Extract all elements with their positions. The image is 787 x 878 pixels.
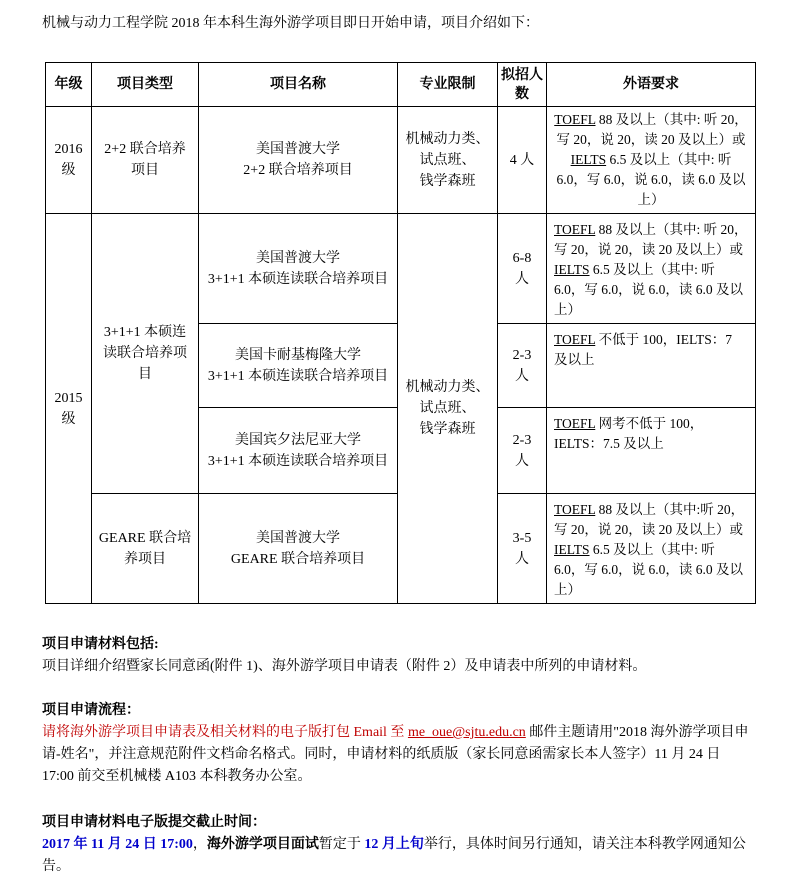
cell-line: 2-3 xyxy=(512,347,532,363)
text-segment: 12 月上旬 xyxy=(364,837,424,852)
language-requirement-cell xyxy=(547,324,756,408)
cell-line: 级 xyxy=(61,411,76,427)
cell-line: 人 xyxy=(515,551,529,567)
programs-table xyxy=(45,62,756,604)
major-restriction-cell xyxy=(398,214,498,604)
materials-body: 项目详细介绍暨家长同意函(附件 1)、海外游学项目申请表（附件 2）及申请表中所列的申请材料。 xyxy=(42,659,647,674)
col-header-major-restriction: 专业限制 xyxy=(398,63,498,107)
table-row-2015-purdue-3plus1plus1 xyxy=(46,214,756,324)
col-header-grade: 年级 xyxy=(46,63,92,107)
text-segment: TOEFL xyxy=(554,502,596,517)
text-segment: 暂定于 xyxy=(318,837,365,852)
program-name-cell xyxy=(199,214,398,324)
col-header-program-type: 项目类型 xyxy=(92,63,199,107)
intro-text: 机械与动力工程学院 2018 年本科生海外游学项目即日开始申请，项目介绍如下： xyxy=(42,16,539,31)
grade-cell xyxy=(46,107,92,214)
cell-line: GEARE 联合培养项目 xyxy=(230,551,366,567)
program-name-cell xyxy=(199,324,398,408)
quota-cell xyxy=(498,494,547,604)
cell-line: 2+2 联合培养 xyxy=(104,142,186,157)
cell-line: 人 xyxy=(515,453,529,469)
program-type-cell xyxy=(92,494,199,604)
program-name-cell xyxy=(199,107,398,214)
deadline-body xyxy=(42,834,755,878)
cell-line: 6-8 xyxy=(512,250,532,266)
text-segment: 88 及以上（其中:听 20，写 20，说 20，读 20 及以上）或 xyxy=(554,502,745,537)
text-segment: 2017 年 11 月 24 日 17:00 xyxy=(42,837,193,852)
text-segment: 6.5 及以上（其中: 听 6.0，写 6.0，说 6.0，读 6.0 及以上） xyxy=(556,152,746,207)
cell-line: 机械动力类、 xyxy=(405,380,490,395)
text-segment: 6.5 及以上（其中: 听 6.0，写 6.0，说 6.0，读 6.0 及以上） xyxy=(554,542,743,597)
quota-cell xyxy=(498,408,547,494)
cell-line: 钱学森班 xyxy=(419,173,476,189)
text-segment: 88 及以上（其中: 听 20，写 20，说 20，读 20 及以上）或 xyxy=(554,222,748,257)
document-page xyxy=(0,14,787,878)
cell-line: 4 人 xyxy=(509,152,535,168)
major-restriction-cell xyxy=(398,107,498,214)
cell-line: 美国普渡大学 xyxy=(256,250,340,266)
text-segment: TOEFL xyxy=(554,416,596,431)
materials-heading: 项目申请材料包括: xyxy=(42,637,159,652)
table-header-row xyxy=(46,63,756,107)
cell-line: 试点班、 xyxy=(419,401,476,416)
language-requirement-cell xyxy=(547,408,756,494)
quota-cell xyxy=(498,214,547,324)
cell-line: 3+1+1 本硕连读联合培养项目 xyxy=(207,271,389,287)
text-segment: 请将海外游学项目申请表及相关材料的电子版打包 Email 至 xyxy=(42,725,408,740)
text-segment: TOEFL xyxy=(554,112,596,127)
program-name-cell xyxy=(199,408,398,494)
cell-line: 读联合培养项 xyxy=(103,346,187,361)
cell-line: 试点班、 xyxy=(419,152,476,168)
program-name-cell xyxy=(199,494,398,604)
cell-line: 美国普渡大学 xyxy=(256,142,340,157)
cell-line: 人 xyxy=(515,271,529,287)
text-segment: TOEFL xyxy=(554,222,596,237)
quota-cell xyxy=(498,324,547,408)
text-segment: 88 及以上（其中: 听 20，写 20，说 20，读 20 及以上）或 xyxy=(556,112,748,147)
text-segment: IELTS xyxy=(554,542,590,557)
cell-line: 目 xyxy=(138,367,152,382)
cell-line: 2015 xyxy=(54,390,83,406)
cell-line: GEARE 联合培 xyxy=(98,530,192,546)
cell-line: 2-3 xyxy=(512,432,532,448)
cell-line: 美国宾夕法尼亚大学 xyxy=(235,432,361,448)
text-segment: 网考不低于 100，IELTS：7.5 及以上 xyxy=(554,416,704,451)
deadline-heading: 项目申请材料电子版提交截止时间： xyxy=(42,815,266,830)
language-requirement-cell xyxy=(547,494,756,604)
text-segment: 不低于 100，IELTS：7 及以上 xyxy=(554,332,733,367)
cell-line: 3-5 xyxy=(512,530,532,546)
program-type-cell xyxy=(92,107,199,214)
text-segment: 海外游学项目面试 xyxy=(206,837,319,852)
col-header-quota: 拟招人数 xyxy=(498,63,547,107)
cell-line: 级 xyxy=(61,163,76,178)
cell-line: 2+2 联合培养项目 xyxy=(243,163,353,178)
cell-line: 3+1+1 本硕连 xyxy=(103,325,187,340)
cell-line: 养项目 xyxy=(124,551,166,567)
cell-line: 项目 xyxy=(131,163,159,178)
quota-cell xyxy=(498,107,547,214)
cell-line: 3+1+1 本硕连读联合培养项目 xyxy=(207,368,389,384)
text-segment: IELTS xyxy=(570,152,607,167)
process-heading: 项目申请流程： xyxy=(42,703,140,718)
cell-line: 机械动力类、 xyxy=(405,131,490,147)
language-requirement-cell xyxy=(547,107,756,214)
text-segment: ， xyxy=(192,837,207,852)
cell-line: 人 xyxy=(515,368,529,384)
program-type-cell xyxy=(92,214,199,494)
cell-line: 2016 xyxy=(54,142,83,157)
cell-line: 3+1+1 本硕连读联合培养项目 xyxy=(207,453,389,469)
text-segment: 举行，具体时间另行通知，请关注本科教学网通知公告。 xyxy=(42,837,746,874)
text-segment: IELTS xyxy=(554,262,590,277)
process-body xyxy=(42,722,755,788)
email-link[interactable]: me_oue@sjtu.edu.cn xyxy=(407,725,526,740)
col-header-language-requirement: 外语要求 xyxy=(547,63,756,107)
language-requirement-cell xyxy=(547,214,756,324)
text-segment: 邮件主题请用"2018 海外游学项目申请-姓名"，并注意规范附件文档命名格式。同时，申请材料的纸质版（家长同意函需家长本人签字）11 月 24 日 17:00 前交至机械楼 A103 本科教务办公室。 xyxy=(42,725,749,784)
cell-line: 钱学森班 xyxy=(419,422,476,437)
cell-line: 美国卡耐基梅隆大学 xyxy=(235,347,361,363)
table-row-2016-purdue-2plus2 xyxy=(46,107,756,214)
col-header-program-name: 项目名称 xyxy=(199,63,398,107)
cell-line: 美国普渡大学 xyxy=(256,530,340,546)
text-segment: TOEFL xyxy=(554,332,596,347)
grade-cell xyxy=(46,214,92,604)
text-segment: 6.5 及以上（其中: 听 6.0，写 6.0，说 6.0，读 6.0 及以上） xyxy=(554,262,743,317)
